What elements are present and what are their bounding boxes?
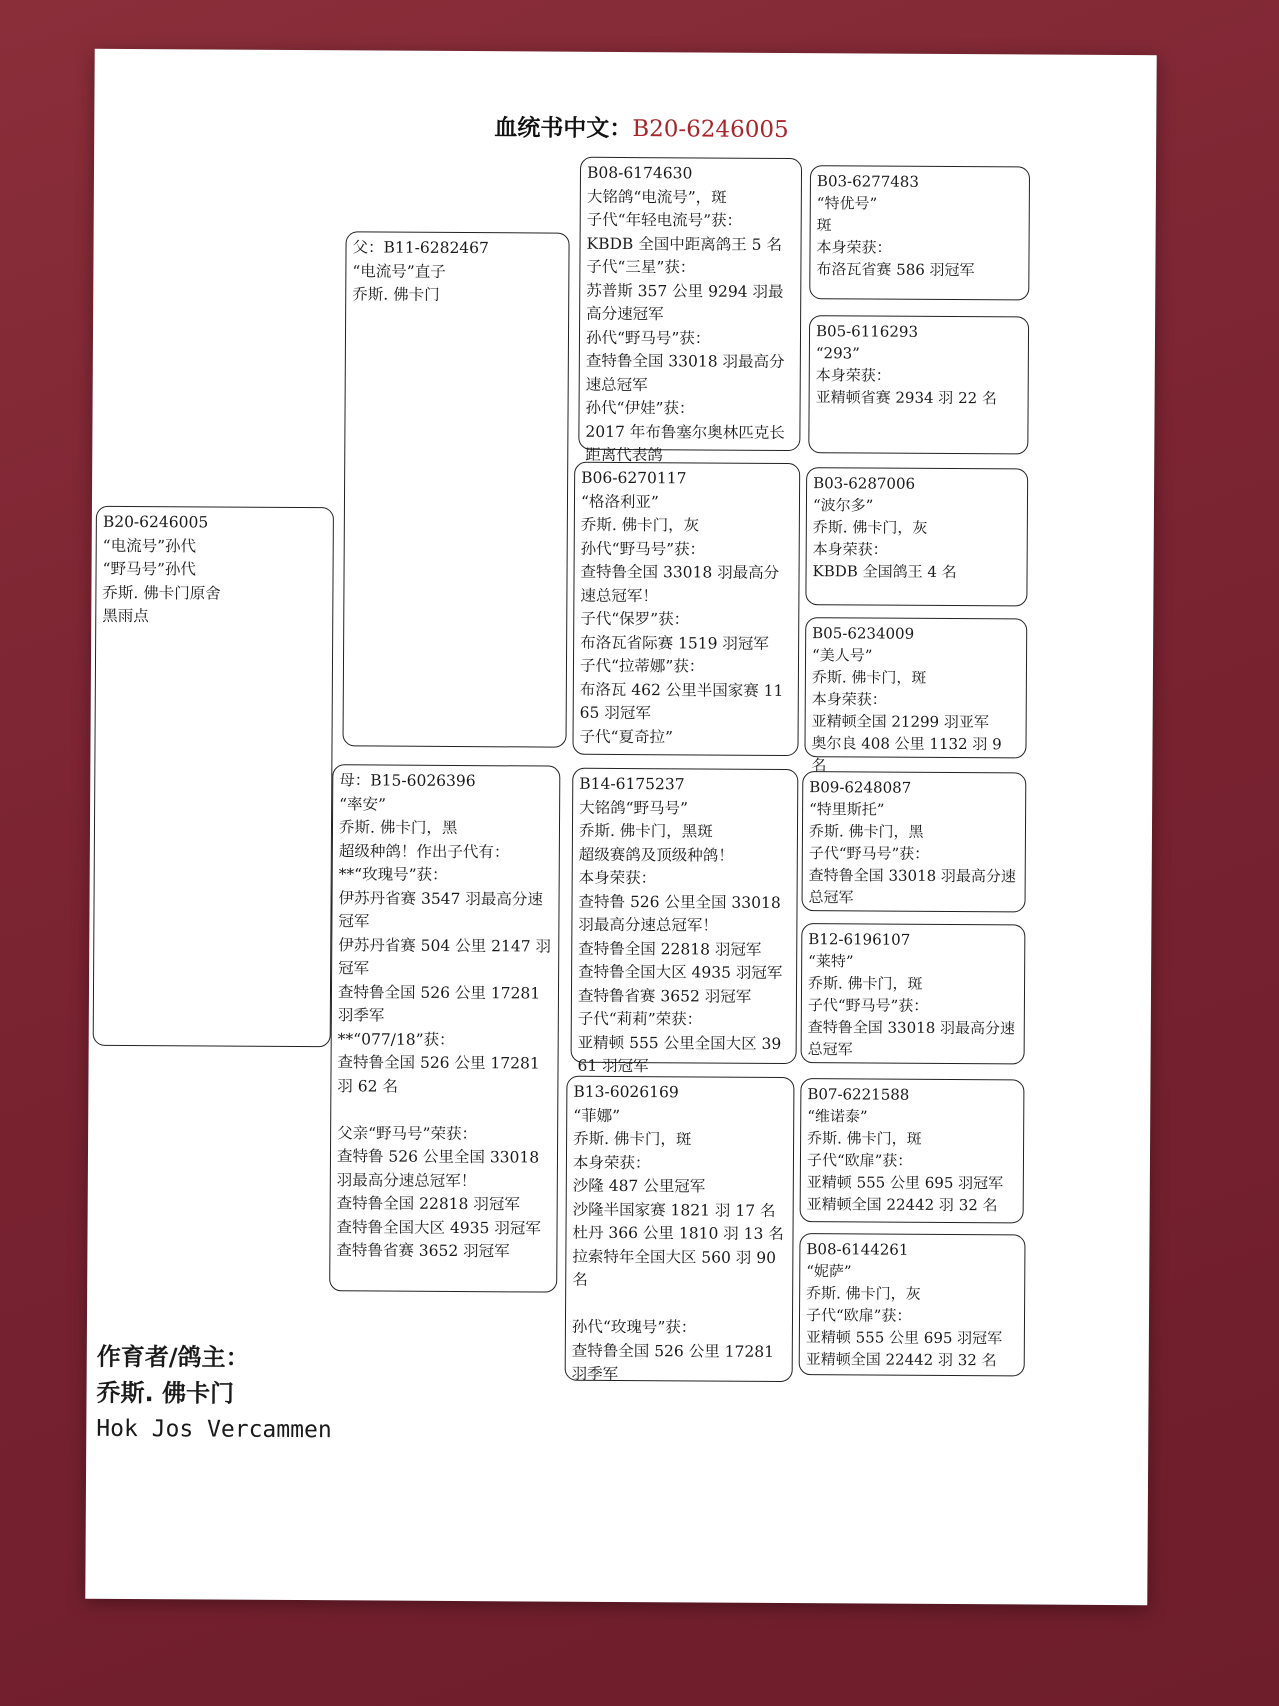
pedigree-line: B05-6116293 bbox=[815, 322, 919, 341]
pedigree-line: 查特鲁全国 526 公里 17281 羽 62 名 bbox=[337, 1053, 545, 1096]
pedigree-line: 乔斯. 佛卡门，斑 bbox=[811, 668, 927, 687]
breeder-label: 作育者/鸽主： bbox=[96, 1342, 250, 1372]
pedigree-line: 查特鲁省赛 3652 羽冠军 bbox=[336, 1241, 510, 1261]
pedigree-line: “莱特” bbox=[808, 952, 854, 971]
subject-pigeon-box bbox=[93, 506, 334, 1047]
pedigree-line: B07-6221588 bbox=[807, 1085, 910, 1104]
sire-dam-sire-box bbox=[805, 467, 1028, 606]
pedigree-line: “特优号” bbox=[816, 194, 878, 213]
pedigree-line: 查特鲁全国 33018 羽最高分速总冠军 bbox=[808, 866, 1017, 907]
pedigree-line bbox=[572, 1292, 786, 1317]
pedigree-line: KBDB 全国中距离鸽王 5 名 bbox=[586, 234, 783, 254]
pedigree-line: 亚精顿省赛 2934 羽 22 名 bbox=[815, 388, 998, 408]
page-title bbox=[494, 109, 789, 144]
pedigree-line: 查特鲁全国大区 4935 羽冠军 bbox=[336, 1217, 541, 1238]
pedigree-line: B20-6246005 bbox=[102, 512, 209, 532]
sire-dam-box bbox=[572, 462, 800, 756]
dam-dam-sire-box bbox=[800, 1078, 1025, 1223]
pedigree-line: “菲娜” bbox=[573, 1106, 621, 1125]
pedigree-line: 乔斯. 佛卡门，斑 bbox=[807, 974, 923, 993]
pedigree-line: 子代“野马号”获： bbox=[807, 996, 929, 1015]
pedigree-line: 子代“保罗”获： bbox=[580, 609, 690, 629]
pedigree-line: 查特鲁全国 33018 羽最高分速总冠军！ bbox=[580, 562, 780, 605]
pedigree-line: 查特鲁全国 33018 羽最高分速总冠军 bbox=[807, 1018, 1016, 1059]
pedigree-line: 亚精顿全国 22442 羽 32 名 bbox=[806, 1195, 998, 1215]
pedigree-line: 子代“野马号”获： bbox=[808, 844, 930, 863]
pedigree-line: 伊苏丹省赛 504 公里 2147 羽冠军 bbox=[338, 935, 552, 978]
pedigree-line: 孙代“野马号”获： bbox=[580, 539, 706, 559]
pedigree-line bbox=[337, 1098, 551, 1123]
pedigree-line: 孙代“伊娃”获： bbox=[585, 398, 695, 418]
sire-sire-sire-box bbox=[809, 165, 1030, 300]
dam-sire-box bbox=[571, 768, 799, 1076]
title-ring-number: B20-6246005 bbox=[632, 116, 789, 144]
dam-sire-sire-box bbox=[801, 771, 1026, 912]
pedigree-line: **“玫瑰号”获： bbox=[338, 865, 448, 884]
pedigree-line: 超级赛鸽及顶级种鸽！ bbox=[578, 845, 734, 865]
pedigree-line: 苏普斯 357 公里 9294 羽最高分速冠军 bbox=[586, 281, 784, 324]
dam-dam-dam-box bbox=[799, 1233, 1026, 1376]
pedigree-line: 本身荣获： bbox=[815, 366, 891, 385]
pedigree-line: 乔斯. 佛卡门，斑 bbox=[573, 1129, 692, 1149]
breeder-block bbox=[96, 1339, 332, 1448]
pedigree-line: 子代“欧扉”获： bbox=[806, 1151, 913, 1170]
pedigree-line: 乔斯. 佛卡门，黑 bbox=[338, 818, 458, 838]
dam-box bbox=[329, 764, 560, 1292]
pedigree-line: 布洛瓦省际赛 1519 羽冠军 bbox=[580, 633, 769, 653]
pedigree-line: 本身荣获： bbox=[578, 868, 657, 888]
pedigree-line: 大铭鸽“野马号” bbox=[579, 798, 689, 817]
pedigree-line: 布洛瓦省赛 586 羽冠军 bbox=[816, 260, 975, 280]
pedigree-line: 子代“夏奇拉” bbox=[579, 727, 673, 746]
pedigree-line: B13-6026169 bbox=[573, 1082, 679, 1102]
pedigree-line: “美人号” bbox=[811, 646, 873, 665]
pedigree-line: “野马号”孙代 bbox=[102, 559, 196, 579]
pedigree-line: B03-6277483 bbox=[816, 172, 919, 191]
pedigree-line: 乔斯. 佛卡门，黑 bbox=[808, 822, 924, 841]
pedigree-line: 子代“拉蒂娜”获： bbox=[579, 656, 705, 676]
pedigree-line: 查特鲁省赛 3652 羽冠军 bbox=[577, 986, 752, 1006]
pedigree-line: 查特鲁全国 526 公里 17281 羽季军 bbox=[337, 982, 546, 1025]
pedigree-line: “电流号”孙代 bbox=[102, 536, 197, 555]
sire-sire-dam-box bbox=[808, 315, 1029, 454]
pedigree-line: 子代“莉莉”荣获： bbox=[577, 1009, 703, 1029]
pedigree-line: 查特鲁全国 33018 羽最高分速总冠军 bbox=[585, 351, 785, 394]
pedigree-line: B12-6196107 bbox=[808, 930, 911, 949]
sire-sire-box bbox=[578, 157, 802, 465]
pedigree-line: 母：B15-6026396 bbox=[339, 771, 476, 791]
pedigree-line: 孙代“野马号”获： bbox=[585, 328, 711, 348]
pedigree-line: 乔斯. 佛卡门原舍 bbox=[102, 583, 221, 603]
pedigree-sheet bbox=[85, 49, 1156, 1605]
pedigree-line: “波尔多” bbox=[812, 496, 874, 515]
pedigree-line: 查特鲁 526 公里全国 33018 羽最高分速总冠军！ bbox=[578, 892, 786, 935]
pedigree-line: 本身荣获： bbox=[812, 540, 888, 559]
pedigree-line: **“077/18”获： bbox=[337, 1029, 455, 1049]
pedigree-line: 超级种鸽！作出子代有： bbox=[338, 841, 510, 861]
pedigree-line: 乔斯. 佛卡门，斑 bbox=[807, 1129, 922, 1148]
pedigree-line: “维诺泰” bbox=[807, 1107, 868, 1126]
pedigree-line: B08-6144261 bbox=[806, 1240, 909, 1259]
pedigree-line: B05-6234009 bbox=[812, 624, 915, 643]
pedigree-line: 查特鲁全国大区 4935 羽冠军 bbox=[578, 962, 783, 982]
pedigree-line: 乔斯. 佛卡门，灰 bbox=[806, 1284, 921, 1303]
pedigree-line: 奥尔良 408 公里 1132 羽 9 名 bbox=[811, 734, 1007, 775]
pedigree-line: 亚精顿全国 22442 羽 32 名 bbox=[805, 1350, 997, 1370]
pedigree-line: 布洛瓦 462 公里半国家赛 1165 羽冠军 bbox=[579, 680, 784, 723]
pedigree-line: 查特鲁 526 公里全国 33018 羽最高分速总冠军！ bbox=[336, 1147, 545, 1190]
pedigree-line: B08-6174630 bbox=[586, 163, 693, 183]
pedigree-line: “293” bbox=[815, 344, 860, 363]
pedigree-line: B14-6175237 bbox=[579, 774, 685, 794]
breeder-name-cn: 乔斯. 佛卡门 bbox=[96, 1378, 235, 1408]
pedigree-line: 查特鲁全国 526 公里 17281 羽季军 bbox=[571, 1341, 779, 1383]
pedigree-line: “电流号”直子 bbox=[352, 261, 446, 281]
pedigree-line: 亚精顿 555 公里 695 羽冠军 bbox=[805, 1328, 1003, 1348]
pedigree-line: 伊苏丹省赛 3547 羽最高分速冠军 bbox=[338, 888, 543, 931]
dam-sire-dam-box bbox=[801, 923, 1026, 1064]
breeder-name-en: Hok Jos Vercammen bbox=[96, 1415, 332, 1444]
pedigree-line: 亚精顿全国 21299 羽亚军 bbox=[811, 712, 989, 732]
pedigree-line: 本身荣获： bbox=[811, 690, 887, 709]
pedigree-line: 孙代“玫瑰号”获： bbox=[571, 1317, 697, 1337]
pedigree-line: 沙隆半国家赛 1821 羽 17 名 bbox=[572, 1200, 776, 1220]
pedigree-line: 父亲“野马号”荣获： bbox=[337, 1123, 478, 1143]
pedigree-line: 查特鲁全国 22818 羽冠军 bbox=[336, 1194, 520, 1214]
pedigree-line: KBDB 全国鸽王 4 名 bbox=[812, 562, 957, 582]
pedigree-line: 亚精顿 555 公里 695 羽冠军 bbox=[806, 1173, 1004, 1193]
pedigree-line: 子代“年轻电流号”获： bbox=[586, 210, 743, 230]
pedigree-line: 斑 bbox=[816, 216, 832, 235]
pedigree-line: 乔斯. 佛卡门，灰 bbox=[812, 518, 928, 537]
pedigree-line: 父：B11-6282467 bbox=[352, 238, 489, 258]
pedigree-line: “妮萨” bbox=[806, 1262, 852, 1281]
pedigree-line: 本身荣获： bbox=[572, 1153, 651, 1172]
pedigree-line: 查特鲁全国 22818 羽冠军 bbox=[578, 939, 762, 959]
pedigree-line: 子代“三星”获： bbox=[586, 257, 696, 277]
pedigree-line: 乔斯. 佛卡门，黑斑 bbox=[578, 821, 713, 841]
pedigree-line: 杜丹 366 公里 1810 羽 13 名 bbox=[572, 1223, 784, 1244]
pedigree-line: B06-6270117 bbox=[581, 468, 687, 488]
sire-dam-dam-box bbox=[804, 617, 1027, 775]
pedigree-line: 大铭鸽“电流号”，斑 bbox=[586, 187, 727, 207]
pedigree-line: 本身荣获： bbox=[816, 238, 892, 257]
pedigree-line: 沙隆 487 公里冠军 bbox=[572, 1176, 706, 1196]
pedigree-line: 乔斯. 佛卡门，灰 bbox=[580, 515, 700, 535]
pedigree-line: B03-6287006 bbox=[813, 474, 916, 493]
pedigree-line: “格洛利亚” bbox=[580, 492, 659, 511]
dam-dam-box bbox=[565, 1076, 795, 1382]
pedigree-line: “特里斯托” bbox=[809, 800, 885, 819]
pedigree-line: “率安” bbox=[339, 794, 387, 814]
pedigree-line: 2017 年布鲁塞尔奥林匹克长距离代表鸽 bbox=[585, 422, 785, 465]
pedigree-line: 乔斯. 佛卡门 bbox=[352, 285, 440, 304]
pedigree-line: B09-6248087 bbox=[809, 778, 912, 797]
pedigree-line: 拉索特年全国大区 560 羽 90 名 bbox=[572, 1247, 781, 1289]
pedigree-line: 黑雨点 bbox=[102, 606, 149, 626]
sire-box bbox=[342, 231, 569, 747]
title-label: 血统书中文： bbox=[494, 115, 633, 143]
pedigree-line: 子代“欧扉”获： bbox=[805, 1306, 912, 1325]
pedigree-line: 亚精顿 555 公里全国大区 3961 羽冠军 bbox=[577, 1033, 782, 1076]
